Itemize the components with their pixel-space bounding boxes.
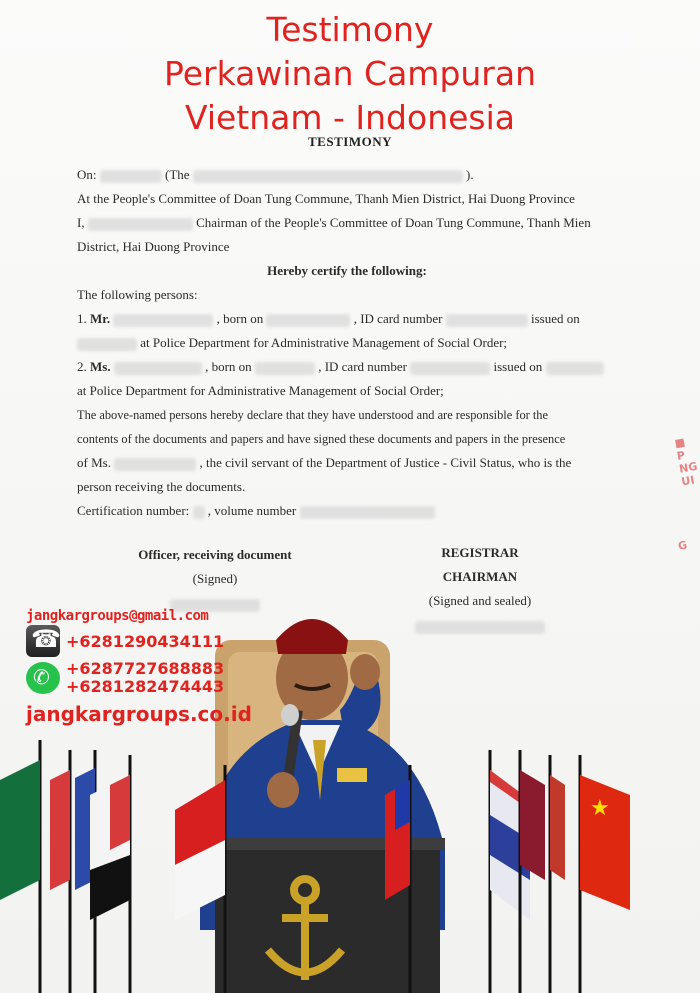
on-paren-open: (The xyxy=(165,167,190,182)
following-label: The following persons: xyxy=(77,287,198,302)
phone-row xyxy=(26,624,252,658)
person-2-issued-label: issued on xyxy=(493,359,543,374)
declare-line-2: contents of the documents and papers and have signed these documents and papers in the presence xyxy=(77,432,566,446)
certify-heading: Hereby certify the following: xyxy=(267,263,427,278)
redacted-ms-id xyxy=(410,362,490,375)
telephone-icon xyxy=(26,625,60,657)
fez-hat xyxy=(276,619,348,654)
uae-flag-red xyxy=(110,775,130,850)
flag-stripe-red xyxy=(50,770,70,890)
on-label: On: xyxy=(77,167,97,182)
on-line xyxy=(77,163,617,187)
chairman-title: CHAIRMAN xyxy=(442,569,518,584)
flags-left xyxy=(0,740,225,993)
website-link[interactable]: jangkargroups.co.id xyxy=(26,702,252,726)
redacted-civil-servant xyxy=(114,458,196,471)
whatsapp-icon xyxy=(26,662,60,694)
person-2-number: 2. xyxy=(77,359,87,374)
contact-panel xyxy=(26,608,252,726)
title-line-2: Perkawinan Campuran xyxy=(163,54,537,93)
person-1-born-label: , born on xyxy=(216,311,264,326)
raised-hand xyxy=(350,654,380,690)
suit-badge xyxy=(337,768,367,782)
taiwan-flag-canton xyxy=(395,780,410,830)
person-1-number: 1. xyxy=(77,311,87,326)
redacted-volume-number xyxy=(300,506,435,519)
document-heading: TESTIMONY xyxy=(308,134,392,149)
declare-line-3 xyxy=(77,451,617,475)
person-1-police-text: at Police Department for Administrative Management of Social Order; xyxy=(140,335,508,350)
person-2-title: Ms. xyxy=(90,359,111,374)
declare-line-3-text: , the civil servant of the Department of Justice - Civil Status, who is the xyxy=(199,455,572,470)
microphone-head xyxy=(281,704,299,726)
redacted-chairman-name xyxy=(88,218,193,231)
person-2-line xyxy=(77,355,617,379)
phone-number-1[interactable]: +6281290434111 xyxy=(66,631,225,651)
i-label: I, xyxy=(77,215,85,230)
person-2-police-line: at Police Department for Administrative Management of Social Order; xyxy=(77,383,444,398)
chairman-line xyxy=(77,211,617,235)
redacted-mr-name xyxy=(113,314,213,327)
saudi-flag xyxy=(0,760,40,900)
person-1-line xyxy=(77,307,617,331)
whatsapp-row xyxy=(26,658,252,698)
person-1-id-label: , ID card number xyxy=(353,311,443,326)
redacted-ms-name xyxy=(114,362,202,375)
phone-number-2[interactable]: +6287727688883 xyxy=(66,659,225,678)
registrar-title: REGISTRAR xyxy=(441,545,519,560)
declare-ms-label: of Ms. xyxy=(77,455,111,470)
document-body xyxy=(77,163,617,523)
volume-label: , volume number xyxy=(207,503,297,518)
district-line: District, Hai Duong Province xyxy=(77,239,230,254)
committee-line: At the People's Committee of Doan Tung Commune, Thanh Mien District, Hai Duong Province xyxy=(77,191,575,206)
title-line-3: Vietnam - Indonesia xyxy=(184,98,516,137)
stamp-fragment-2: G xyxy=(677,538,689,553)
china-flag-star: ★ xyxy=(590,796,610,821)
redacted-mr-id xyxy=(446,314,528,327)
redacted-ms-issue-date xyxy=(546,362,604,375)
certification-line xyxy=(77,499,617,523)
contact-email[interactable]: jangkargroups@gmail.com xyxy=(26,608,209,624)
chairman-text: Chairman of the People's Committee of Doan Tung Commune, Thanh Mien xyxy=(196,215,591,230)
officer-title: Officer, receiving document xyxy=(138,547,292,562)
title-line-1: Testimony xyxy=(266,10,434,49)
redacted-cert-number xyxy=(193,506,205,519)
redacted-mr-dob xyxy=(266,314,350,327)
person-1-police-line xyxy=(77,331,617,355)
redacted-lunar-date xyxy=(193,170,463,183)
cert-label: Certification number: xyxy=(77,503,190,518)
declare-line-1: The above-named persons hereby declare that they have understood and are responsible for the xyxy=(77,408,549,422)
officer-signed: (Signed) xyxy=(192,571,238,586)
page-title xyxy=(0,8,700,140)
redacted-date xyxy=(100,170,162,183)
person-1-issued-label: issued on xyxy=(531,311,580,326)
declare-line-4: person receiving the documents. xyxy=(77,479,246,494)
person-2-id-label: , ID card number xyxy=(318,359,407,374)
phone-number-3[interactable]: +6281282474443 xyxy=(66,677,225,696)
stamp-fragment-1: ■ P NG UI xyxy=(673,435,699,489)
person-2-born-label: , born on xyxy=(205,359,252,374)
person-1-title: Mr. xyxy=(90,311,111,326)
redacted-mr-issue-date xyxy=(77,338,137,351)
on-paren-close: ). xyxy=(466,167,474,182)
iraq-flag xyxy=(550,775,565,880)
whatsapp-numbers xyxy=(66,660,224,696)
signed-sealed: (Signed and sealed) xyxy=(428,593,532,608)
mic-hand xyxy=(267,772,299,808)
qatar-flag xyxy=(520,770,545,880)
redacted-ms-dob xyxy=(255,362,315,375)
